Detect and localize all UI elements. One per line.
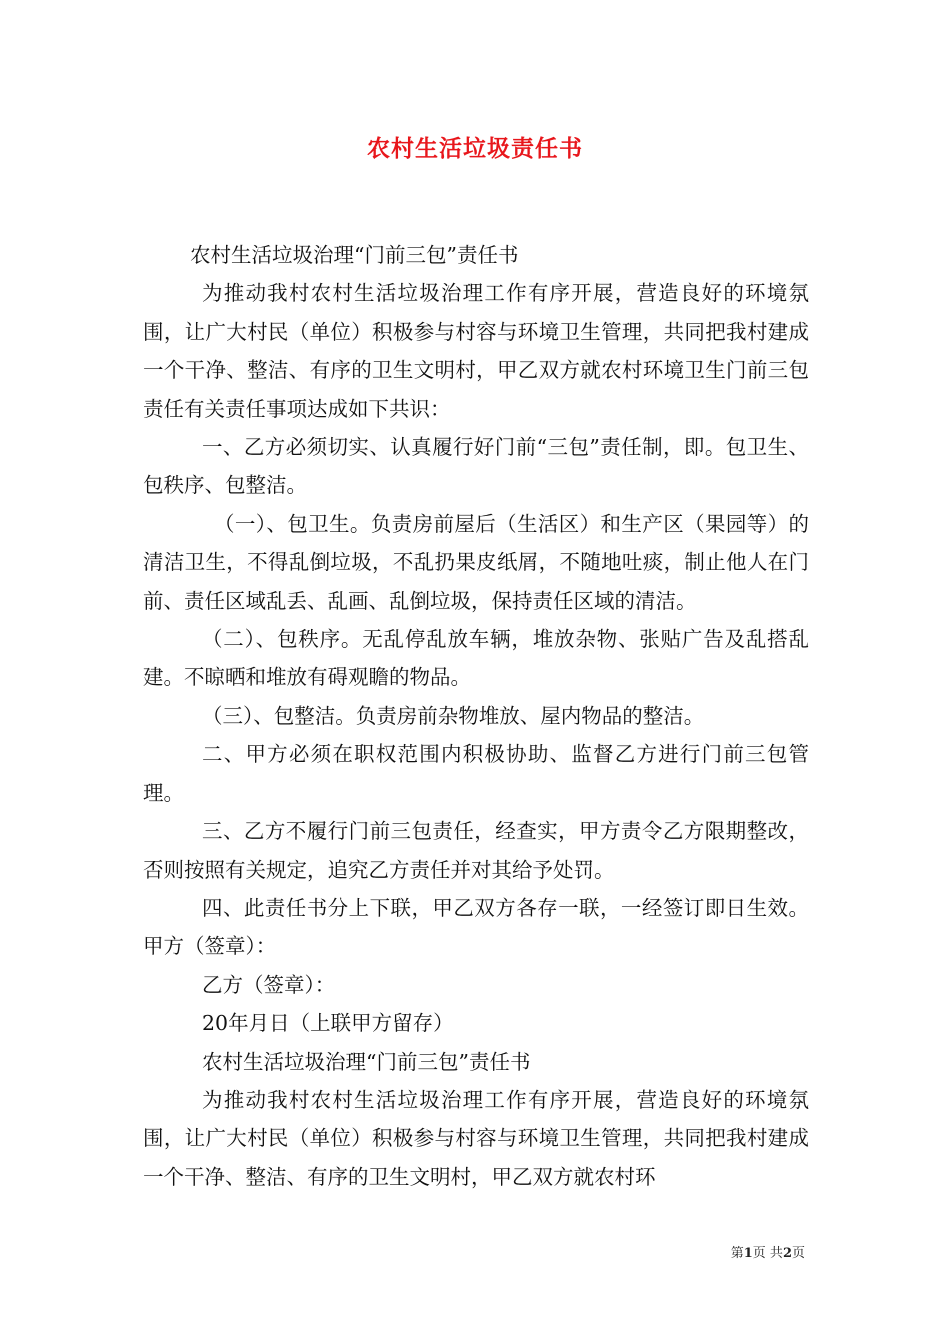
page-number-suffix: 页 [791, 1246, 805, 1261]
clause-one: 一、乙方必须切实、认真履行好门前“三包”责任制，即。包卫生、包秩序、包整洁。 [143, 435, 809, 498]
party-b-signature: 乙方（签章）： [202, 972, 336, 997]
page-number-prefix: 第 [730, 1246, 744, 1261]
date-line: 20年月日（上联甲方留存） [202, 1011, 454, 1036]
clause-four: 四、此责任书分上下联，甲乙双方各存一联，一经签订即日生效。甲方（签章）： [143, 895, 809, 959]
intro-paragraph: 为推动我村农村生活垃圾治理工作有序开展，营造良好的环境氛围，让广大村民（单位）积极参与村容与环境卫生管理，共同把我村建成一个干净、整洁、有序的卫生文明村，甲乙双方就农村环境卫生门前三包责任有关责任事项达成如下共识： [143, 281, 809, 421]
clause-one-item-2: （二）、包秩序。无乱停乱放车辆，堆放杂物、张贴广告及乱搭乱建。不晾晒和堆放有碍观瞻的物品。 [143, 627, 809, 690]
document-title: 农村生活垃圾责任书 [367, 135, 583, 162]
current-page-number: 1 [743, 1246, 753, 1261]
page-number-middle: 页 共 [752, 1246, 783, 1261]
clause-two: 二、甲方必须在职权范围内积极协助、监督乙方进行门前三包管理。 [143, 742, 809, 805]
section-heading-repeat: 农村生活垃圾治理“门前三包”责任书 [202, 1049, 531, 1074]
section-heading: 农村生活垃圾治理“门前三包”责任书 [190, 243, 519, 267]
document-body [143, 236, 809, 1196]
page-number [731, 1246, 805, 1262]
total-pages-number: 2 [782, 1246, 792, 1261]
clause-one-item-3: （三）、包整洁。负责房前杂物堆放、屋内物品的整洁。 [202, 703, 705, 728]
intro-paragraph-repeat: 为推动我村农村生活垃圾治理工作有序开展，营造良好的环境氛围，让广大村民（单位）积极参与村容与环境卫生管理，共同把我村建成一个干净、整洁、有序的卫生文明村，甲乙双方就农村环 [143, 1087, 809, 1189]
clause-one-item-1: （一）、包卫生。负责房前屋后（生活区）和生产区（果园等）的清洁卫生，不得乱倒垃圾，不乱扔果皮纸屑，不随地吐痰，制止他人在门前、责任区域乱丢、乱画、乱倒垃圾，保持责任区域的清洁。 [143, 511, 809, 613]
clause-three: 三、乙方不履行门前三包责任，经查实，甲方责令乙方限期整改，否则按照有关规定，追究乙方责任并对其给予处罚。 [143, 819, 809, 882]
